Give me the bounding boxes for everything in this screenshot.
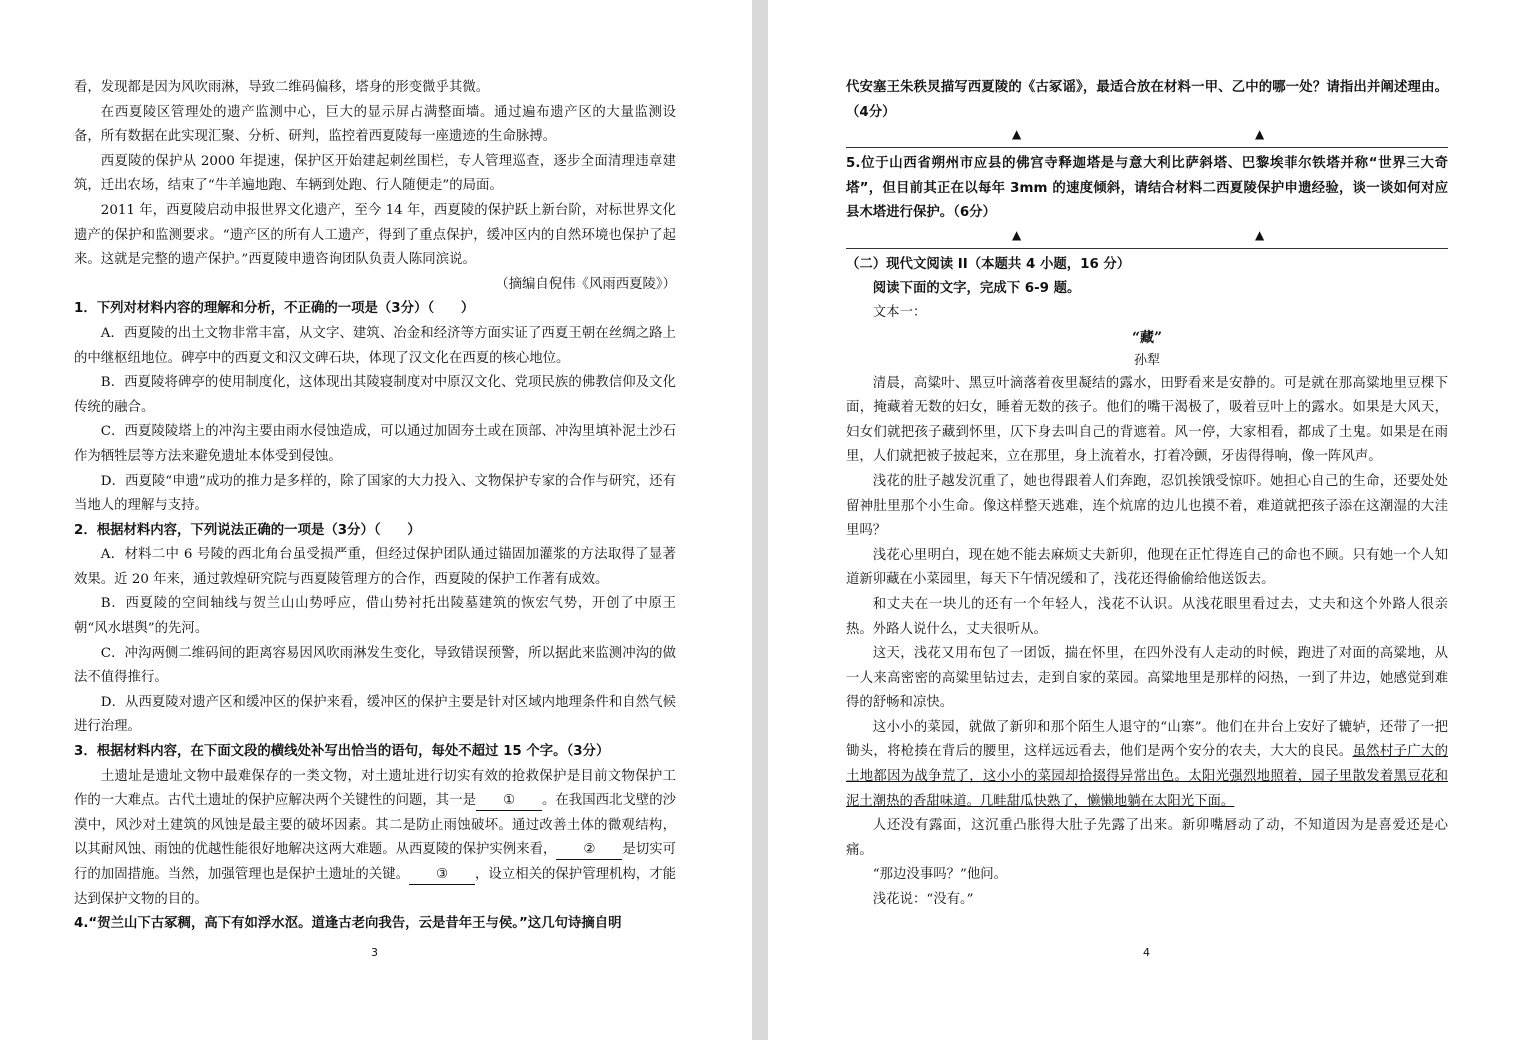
option-1c: C．西夏陵陵塔上的冲沟主要由雨水侵蚀造成，可以通过加固夯土或在顶部、冲沟里填补泥土沙石作为牺牲层等方法来避免遗址本体受到侵蚀。 [74,424,676,464]
page-4-content [846,76,1448,913]
paragraph: 2011 年，西夏陵启动申报世界文化遗产，至今 14 年，西夏陵的保护跃上新台阶，对标世界文化遗产的保护和监测要求。“遗产区的所有人工遗产，得到了重点保护，缓冲区内的自然环境也保护了起来。这就是完整的遗产保护。”西夏陵申遗咨询团队负责人陈同滨说。 [74,202,676,268]
passage-text: 土遗址是遗址文物中最难保存的一类文物，对土遗址进行切实有效的抢救保护是目前文物保护工作的一大难点。古代土遗址的保护应解决两个关键性的问题，其一是 [74,768,676,809]
option-2b: B．西夏陵的空间轴线与贺兰山山势呼应，借山势衬托出陵墓建筑的恢宏气势，开创了中原王朝“风水堪舆”的先河。 [74,596,676,637]
option-1b: B．西夏陵将碑亭的使用制度化，这体现出其陵寝制度对中原汉文化、党项民族的佛教信仰及文化传统的融合。 [74,375,676,415]
passage-text: 。在我国西北戈壁的沙漠中，风沙对土建筑的风蚀是最主要的破坏因素。其二是防止雨蚀破坏。通过改善土体的微观结构，以其耐风蚀、雨蚀的优越性能很好地解决这两大难题。从西夏陵的保护实例来看， [74,793,676,858]
story-paragraph: 浅花的肚子越发沉重了，她也得跟着人们奔跑，忍饥挨饿受惊吓。她担心自己的生命，还要处处留神肚里那个小生命。像这样整天逃难，连个炕席的边儿也摸不着，难道就把孩子添在这潮湿的大洼里吗？ [846,473,1448,539]
passage-text: ，设立相关的保护管理机构，才能达到保护文物的目的。 [74,867,676,907]
passage-text: 是切实可行的加固措施。当然，加强管理也是保护土遗址的关键。 [74,842,677,882]
answer-line[interactable] [846,226,1448,249]
question-2: 2．根据材料内容，下列说法正确的一项是（3分）（ ） [74,522,421,538]
story-paragraph: 人还没有露面，这沉重凸胀得大肚子先露了出来。新卯嘴唇动了动，不知道因为是喜爱还是心痛。 [846,818,1448,858]
story-author: 孙犁 [1133,352,1160,368]
paragraph: 西夏陵的保护从 2000 年提速，保护区开始建起刺丝围栏，专人管理巡查，逐步全面清理违章建筑，迁出农场，结束了“牛羊遍地跑、车辆到处跑、行人随便走”的局面。 [74,153,676,194]
page-3 [0,0,752,1040]
text-label: 文本一： [872,304,927,320]
question-1: 1．下列对材料内容的理解和分析，不正确的一项是（3分）（ ） [74,301,475,317]
paragraph: 在西夏陵区管理处的遗产监测中心，巨大的显示屏占满整面墙。通过遍布遗产区的大量监测设备，所有数据在此实现汇聚、分析、研判，监控着西夏陵每一座遗迹的生命脉搏。 [74,104,676,145]
story-title: “藏” [1131,329,1163,346]
question-5: 5.位于山西省朔州市应县的佛宫寺释迦塔是与意大利比萨斜塔、巴黎埃菲尔铁塔并称“世界三大奇塔”，但目前其正在以每年 3mm 的速度倾斜，请结合材料二西夏陵保护申遗经验，谈一谈如何对应县木塔进行保护。（6分） [846,156,1448,221]
triangle-icon: ▲ [1012,127,1022,142]
story-paragraph: 这天，浅花又用布包了一团饭，揣在怀里，在四外没有人走动的时候，跑进了对面的高粱地，从一人来高密密的高粱里钻过去，走到自家的菜园。高粱地里是那样的闷热，一到了井边，她感觉到难得的舒畅和凉快。 [846,646,1448,711]
instruction: 阅读下面的文字，完成下 6-9 题。 [872,280,1081,296]
paragraph: 看，发现都是因为风吹雨淋，导致二维码偏移，塔身的形变微乎其微。 [74,80,490,95]
option-2a: A．材料二中 6 号陵的西北角台虽受损严重，但经过保护团队通过锚固加灌浆的方法取得了显著效果。近 20 年来，通过敦煌研究院与西夏陵管理方的合作，西夏陵的保护工作著有成效。 [74,547,676,587]
story-paragraph: “那边没事吗？”他问。 [872,867,1008,883]
page-3-content [74,76,676,937]
story-paragraph: 清晨，高粱叶、黑豆叶滴落着夜里凝结的露水，田野看来是安静的。可是就在那高粱地里豆棵下面，掩藏着无数的妇女，睡着无数的孩子。他们的嘴干渴极了，吸着豆叶上的露水。如果是大风天，妇女们就把孩子藏到怀里，仄下身去叫自己的背遮着。风一停，大家相看，都成了土鬼。如果是在雨里，人们就把被子披起来，立在那里，身上流着水，打着冷颤，牙齿得得响，像一阵风声。 [846,375,1448,465]
option-1a: A．西夏陵的出土文物非常丰富，从文字、建筑、冶金和经济等方面实证了西夏王朝在丝绸之路上的中继枢纽地位。碑亭中的西夏文和汉文碑石块，体现了汉文化在西夏的核心地位。 [74,325,676,366]
triangle-icon: ▲ [1255,127,1265,142]
option-2c: C．冲沟两侧二维码间的距离容易因风吹雨淋发生变化，导致错误预警，所以据此来监测冲沟的做法不值得推行。 [74,645,676,686]
story-paragraph: 浅花心里明白，现在她不能去麻烦丈夫新卯，他现在正忙得连自己的命也不顾。只有她一个人知道新卯藏在小菜园里，每天下午情况缓和了，浅花还得偷偷给他送饭去。 [846,547,1448,588]
story-paragraph: 浅花说：“没有。” [872,892,974,908]
blank-1[interactable]: ① [476,792,542,811]
underlined-sentence: 虽然村子广大的土地都因为战争荒了，这小小的菜园却拾掇得异常出色。太阳光强烈地照着，园子里散发着黑豆花和泥土潮热的香甜味道。几畦甜瓜快熟了，懒懒地躺在太阳光下面。 [846,744,1449,809]
page-number: 4 [1143,946,1150,959]
page-gutter [752,0,768,1040]
blank-3[interactable]: ③ [409,866,475,885]
story-paragraph: 和丈夫在一块儿的还有一个年轻人，浅花不认识。从浅花眼里看过去，丈夫和这个外路人很亲热。外路人说什么，丈夫很听从。 [846,596,1448,637]
option-1d: D．西夏陵“申遗”成功的推力是多样的，除了国家的大力投入、文物保护专家的合作与研究，还有当地人的理解与支持。 [74,473,676,514]
question-4: 4.“贺兰山下古冢稠，高下有如浮水沤。道逢古老向我告，云是昔年王与侯。”这几句诗摘自明 [74,916,622,932]
triangle-icon: ▲ [1255,227,1265,242]
question-3: 3．根据材料内容，在下面文段的横线处补写出恰当的语句，每处不超过 15 个字。（3分） [74,744,610,760]
triangle-icon: ▲ [1012,227,1022,242]
section-heading: （二）现代文阅读 II（本题共 4 小题，16 分） [846,256,1131,272]
blank-2[interactable]: ② [556,841,622,860]
page-number: 3 [371,946,378,959]
source-citation: （摘编自倪伟《风雨西夏陵》） [495,276,676,292]
question-3-passage [74,765,676,913]
story-text: 这小小的菜园，就做了新卯和那个陌生人退守的“山寨”。他们在井台上安好了辘轳，还带了一把锄头，将枪揍在背后的腰里，这样远远看去，他们是两个安分的农夫，大大的良民。 [846,719,1448,760]
story-paragraph [846,716,1448,814]
answer-line[interactable] [846,125,1448,148]
page-4 [768,0,1516,1040]
option-2d: D．从西夏陵对遗产区和缓冲区的保护来看，缓冲区的保护主要是针对区域内地理条件和自然气候进行治理。 [74,694,676,735]
question-4-continued: 代安塞王朱秩炅描写西夏陵的《古冢谣》，最适合放在材料一甲、乙中的哪一处？请指出并阐述理由。（4分） [846,80,1448,120]
